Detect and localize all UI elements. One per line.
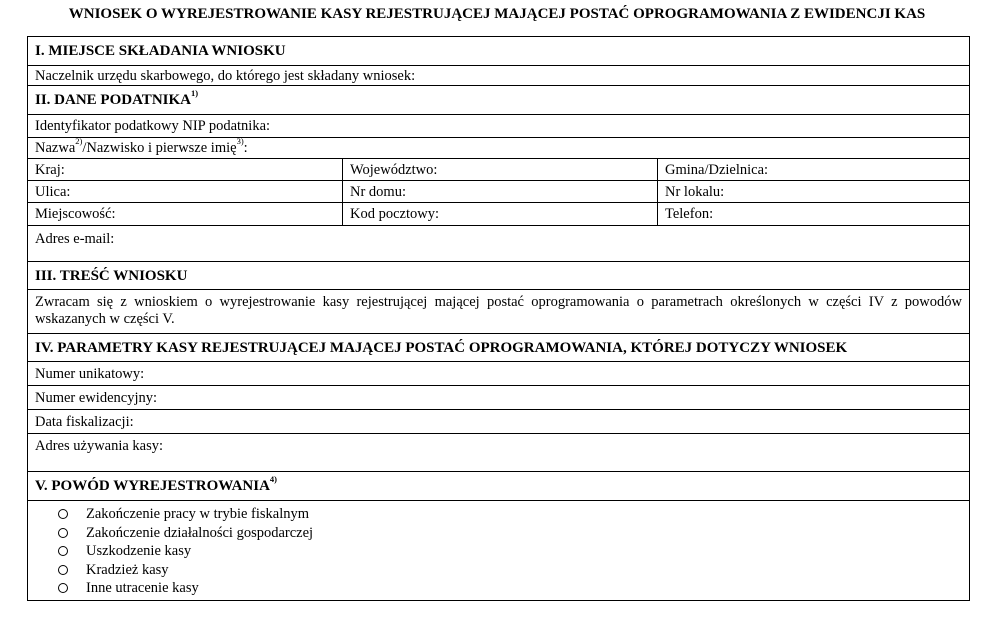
miejscowosc-field[interactable]: [28, 203, 343, 225]
nip-field[interactable]: [28, 115, 969, 138]
nr-lokalu-field[interactable]: [658, 181, 969, 202]
reason-label: Kradzież kasy: [86, 561, 169, 578]
reason-label: Zakończenie pracy w trybie fiskalnym: [86, 506, 310, 522]
reason-label: Uszkodzenie kasy: [86, 543, 192, 559]
registry-number-label: Numer ewidencyjny:: [35, 390, 158, 406]
registry-number-field[interactable]: [28, 386, 969, 410]
radio-circle-icon[interactable]: [58, 565, 68, 575]
reason-option[interactable]: [58, 579, 969, 598]
ulica-field[interactable]: [28, 181, 343, 202]
kod-pocztowy-label: Kod pocztowy:: [350, 206, 439, 222]
request-text-body: Zwracam się z wnioskiem o wyrejestrowanie kasy rejestrującej mającej postać oprogramowania o parametrach określonych w części IV z powodów wskazanych w części V.: [35, 294, 962, 327]
kraj-field[interactable]: [28, 159, 343, 180]
miejscowosc-label: Miejscowość:: [35, 206, 116, 222]
fiscalization-date-field[interactable]: [28, 410, 969, 434]
radio-circle-icon[interactable]: [58, 583, 68, 593]
name-footnote-b: 3): [236, 136, 244, 147]
telefon-field[interactable]: [658, 203, 969, 225]
section-2-header: [28, 86, 969, 115]
ulica-label: Ulica:: [35, 184, 71, 200]
request-text: [28, 290, 969, 334]
form-title: WNIOSEK O WYREJESTROWANIE KASY REJESTRUJĄCEJ MAJĄCEJ POSTAĆ OPROGRAMOWANIA Z EWIDENCJI KAS: [68, 6, 926, 22]
office-field[interactable]: [28, 66, 969, 86]
wojewodztwo-label: Województwo:: [350, 162, 438, 178]
radio-circle-icon[interactable]: [58, 546, 68, 556]
section-5-header: [28, 472, 969, 501]
reason-option[interactable]: [58, 524, 969, 543]
address-row-2: [28, 181, 969, 203]
name-label-b: /Nazwisko i pierwsze imię: [82, 140, 237, 156]
email-field[interactable]: [28, 226, 969, 262]
section-3-title: III. TREŚĆ WNIOSKU: [35, 268, 188, 284]
nr-domu-field[interactable]: [343, 181, 658, 202]
section-5-title: V. POWÓD WYREJESTROWANIA: [35, 478, 270, 494]
reason-options: [28, 501, 969, 600]
radio-circle-icon[interactable]: [58, 509, 68, 519]
telefon-label: Telefon:: [665, 206, 714, 222]
reason-option[interactable]: [58, 561, 969, 580]
address-row-3: [28, 203, 969, 226]
section-1-header: [28, 37, 969, 66]
section-4-title: IV. PARAMETRY KASY REJESTRUJĄCEJ MAJĄCEJ POSTAĆ OPROGRAMOWANIA, KTÓREJ DOTYCZY WNIOSEK: [35, 340, 848, 356]
wojewodztwo-field[interactable]: [343, 159, 658, 180]
section-5-footnote: 4): [269, 474, 277, 484]
name-label-a: Nazwa: [35, 140, 76, 156]
nr-domu-label: Nr domu:: [350, 184, 406, 200]
section-2-footnote: 1): [190, 88, 199, 98]
application-form: [27, 36, 970, 601]
nr-lokalu-label: Nr lokalu:: [665, 184, 725, 200]
section-2-title: II. DANE PODATNIKA: [35, 92, 191, 108]
kraj-label: Kraj:: [35, 162, 65, 178]
reason-label: Zakończenie działalności gospodarczej: [86, 524, 314, 541]
radio-circle-icon[interactable]: [58, 528, 68, 538]
reason-option[interactable]: [58, 505, 969, 524]
address-row-1: [28, 159, 969, 181]
kod-pocztowy-field[interactable]: [343, 203, 658, 225]
gmina-field[interactable]: [658, 159, 969, 180]
gmina-label: Gmina/Dzielnica:: [665, 162, 769, 178]
office-label: Naczelnik urzędu skarbowego, do którego jest składany wniosek:: [35, 68, 416, 84]
unique-number-label: Numer unikatowy:: [35, 366, 145, 382]
section-1-title: I. MIEJSCE SKŁADANIA WNIOSKU: [35, 43, 286, 59]
name-footnote-a: 2): [75, 136, 83, 147]
usage-address-field[interactable]: [28, 434, 969, 472]
unique-number-field[interactable]: [28, 362, 969, 386]
email-label: Adres e-mail:: [35, 231, 115, 247]
reason-option[interactable]: [58, 542, 969, 561]
section-4-header: [28, 334, 969, 362]
fiscalization-date-label: Data fiskalizacji:: [35, 414, 134, 430]
name-field[interactable]: [28, 138, 969, 159]
name-label-c: :: [243, 140, 248, 156]
reason-list: [28, 501, 969, 598]
usage-address-label: Adres używania kasy:: [35, 438, 164, 454]
reason-label: Inne utracenie kasy: [86, 580, 199, 596]
nip-label: Identyfikator podatkowy NIP podatnika:: [35, 118, 271, 134]
section-3-header: [28, 262, 969, 290]
